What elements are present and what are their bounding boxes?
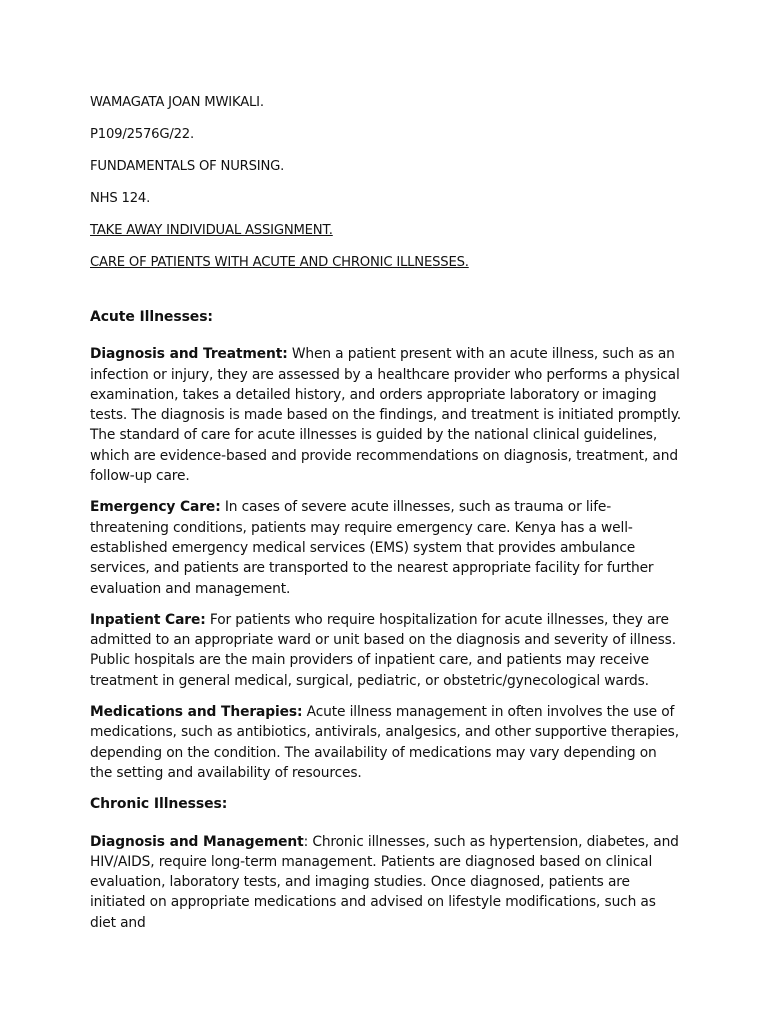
paragraph-text: : Chronic illnesses, such as hypertension, diabetes, and HIV/AIDS, require long-term management. Patients are diagnosed based on clinical evaluation, laboratory tests, and imaging studies. Once diagnosed, patients are initiated on appropriate medications and advised on lifestyle modifications, such as diet and bbox=[90, 833, 679, 931]
paragraph-label: Diagnosis and Treatment: bbox=[90, 346, 288, 363]
paragraph-text: Acute illness management in often involves the use of medications, such as antibiotics, antivirals, analgesics, and other supportive therapies, depending on the condition. The availability of medications may vary depending on the setting and availability of resources. bbox=[90, 704, 679, 781]
course-name: FUNDAMENTALS OF NURSING. bbox=[90, 159, 285, 174]
paragraph-label: Medications and Therapies: bbox=[90, 704, 303, 721]
paragraph-label: Diagnosis and Management bbox=[90, 833, 304, 850]
paragraph-text: When a patient present with an acute illness, such as an infection or injury, they are assessed by a healthcare provider who performs a physical examination, takes a detailed history, and orders appropriate laboratory or imaging tests. The diagnosis is made based on the findings, and treatment is initiated promptly. The standard of care for acute illnesses is guided by the national clinical guidelines, which are evidence-based and provide recommendations on diagnosis, treatment, and follow-up care. bbox=[90, 346, 682, 485]
paragraph-label: Inpatient Care: bbox=[90, 611, 206, 628]
document-header bbox=[90, 94, 690, 286]
section-heading-acute: Acute Illnesses: bbox=[90, 309, 213, 325]
assignment-type: TAKE AWAY INDIVIDUAL ASSIGNMENT. bbox=[90, 223, 333, 238]
paragraph-diagnosis-management bbox=[90, 832, 682, 933]
paragraph-label: Emergency Care: bbox=[90, 499, 221, 516]
paragraph-diagnosis-treatment bbox=[90, 344, 682, 486]
paragraph-inpatient-care bbox=[90, 610, 682, 691]
paragraph-medications-therapies bbox=[90, 702, 682, 783]
student-name: WAMAGATA JOAN MWIKALI. bbox=[90, 95, 264, 110]
paragraph-emergency-care bbox=[90, 497, 682, 598]
assignment-title: CARE OF PATIENTS WITH ACUTE AND CHRONIC ILLNESSES. bbox=[90, 255, 469, 270]
section-heading-chronic: Chronic Illnesses: bbox=[90, 796, 228, 813]
paragraph-text: For patients who require hospitalization for acute illnesses, they are admitted to an appropriate ward or unit based on the diagnosis and severity of illness. Public hospitals are the main providers of inpatient care, and patients may receive treatment in general medical, surgical, pediatric, or obstetric/gynecological wards. bbox=[90, 611, 676, 689]
paragraph-text: In cases of severe acute illnesses, such as trauma or life-threatening conditions, patients may require emergency care. Kenya has a well-established emergency medical services (EMS) system that provides ambulance services, and patients are transported to the nearest appropriate facility for further evaluation and management. bbox=[90, 499, 654, 597]
registration-number: P109/2576G/22. bbox=[90, 127, 194, 142]
course-code: NHS 124. bbox=[90, 191, 151, 206]
document-body bbox=[90, 307, 682, 944]
